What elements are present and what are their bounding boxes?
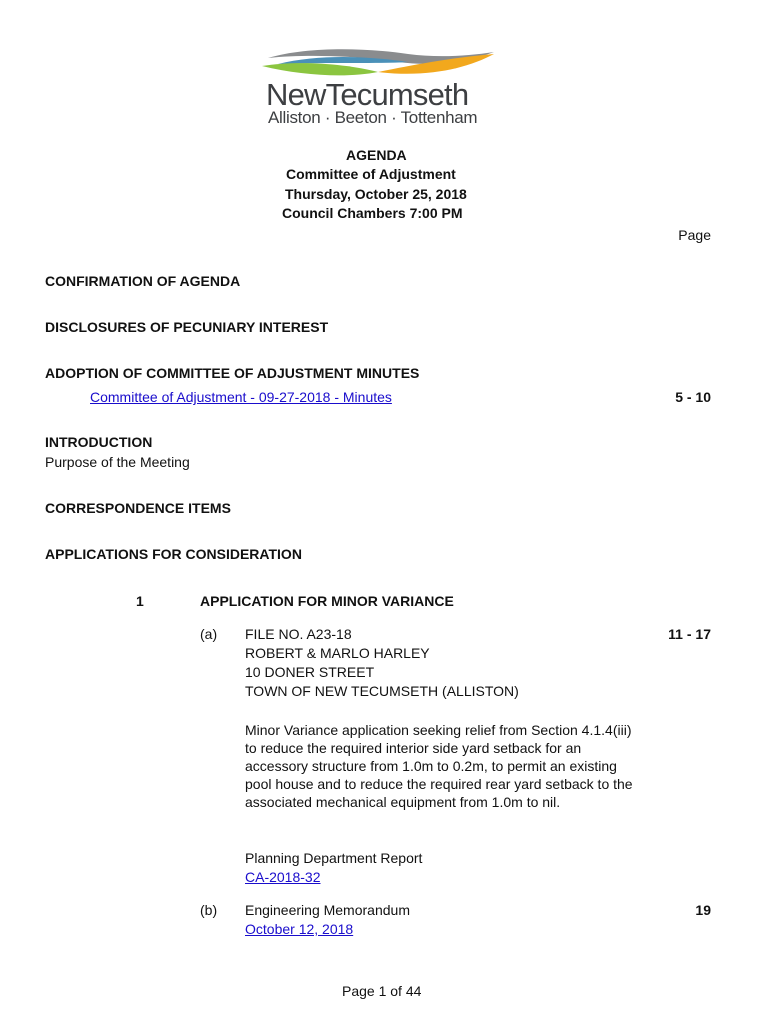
section-disclosures: DISCLOSURES OF PECUNIARY INTEREST [45, 319, 329, 335]
variance-description: Minor Variance application seeking relief from Section 4.1.4(iii) to reduce the required interior side yard setback for an accessory structure from 1.0m to 0.2m, to permit an existing pool house and to reduce the required rear yard setback to the associated mechanical equipment from 1.0m to nil. [245, 722, 633, 810]
committee-name: Committee of Adjustment [286, 166, 456, 182]
meeting-date: Thursday, October 25, 2018 [285, 186, 467, 202]
logo-subtitle: Alliston · Beeton · Tottenham [268, 108, 478, 127]
engineering-memo-label: Engineering Memorandum [245, 902, 410, 918]
logo-wordmark: NewTecumseth [266, 77, 469, 112]
item-title: APPLICATION FOR MINOR VARIANCE [200, 593, 454, 609]
page-footer: Page 1 of 44 [342, 983, 422, 999]
subitem-a-label: (a) [200, 626, 218, 642]
introduction-text: Purpose of the Meeting [45, 454, 190, 470]
planning-report-label: Planning Department Report [245, 850, 423, 866]
property-town: TOWN OF NEW TECUMSETH (ALLISTON) [245, 683, 519, 699]
file-number: FILE NO. A23-18 [245, 626, 352, 642]
meeting-location: Council Chambers 7:00 PM [282, 205, 463, 221]
section-applications: APPLICATIONS FOR CONSIDERATION [45, 546, 302, 562]
engineering-memo-link[interactable]: October 12, 2018 [245, 921, 354, 937]
subitem-a-pages: 11 - 17 [668, 626, 711, 642]
logo-swoosh-green [262, 63, 378, 75]
minutes-pages: 5 - 10 [675, 389, 711, 405]
agenda-title: AGENDA [346, 147, 407, 163]
item-number: 1 [136, 593, 144, 609]
minutes-link[interactable]: Committee of Adjustment - 09-27-2018 - Minutes [90, 389, 392, 405]
property-address: 10 DONER STREET [245, 664, 375, 680]
subitem-b-label: (b) [200, 902, 218, 918]
applicant-name: ROBERT & MARLO HARLEY [245, 645, 430, 661]
section-correspondence: CORRESPONDENCE ITEMS [45, 500, 231, 516]
planning-report-link[interactable]: CA-2018-32 [245, 869, 321, 885]
section-introduction: INTRODUCTION [45, 434, 153, 450]
section-adoption: ADOPTION OF COMMITTEE OF ADJUSTMENT MINUTES [45, 365, 420, 381]
subitem-b-pages: 19 [695, 902, 711, 918]
page-column-label: Page [678, 227, 711, 243]
section-confirmation: CONFIRMATION OF AGENDA [45, 273, 241, 289]
